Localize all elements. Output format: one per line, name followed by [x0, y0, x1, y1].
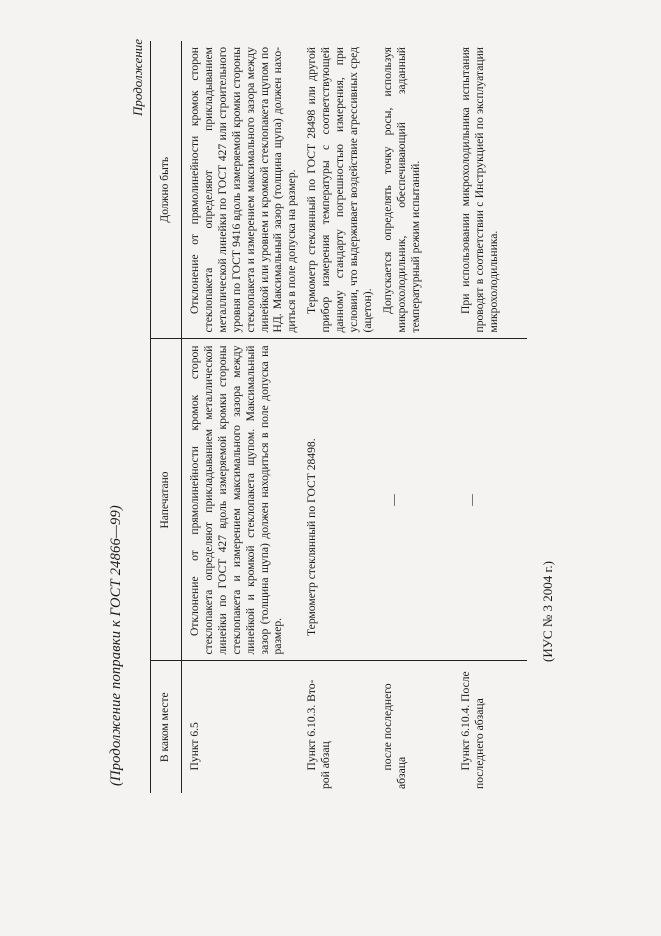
amendments-table: [150, 41, 527, 793]
cell-should-be: Допускается определять точку росы, используя микрохолодильник, обеспечивающий заданный температурный режим испытаний.: [377, 41, 455, 339]
cell-place: Пункт 6.10.4. После последнего абзаца: [459, 671, 487, 789]
cell-should-be: Термометр стеклянный по ГОСТ 28498 или другой прибор измерения температуры с соответствующей данному стандарту погрешностью измерения, при условии, что выдерживает воздействие агрессивных сред (ацетон).: [301, 41, 377, 339]
table-row: [455, 41, 527, 793]
column-header-should-be: Должно быть: [151, 41, 182, 339]
cell-should-be: Отклонение от прямолинейности кромок сторон стеклопакета определяют прикладыванием металлической линейки по ГОСТ 427 или строительного уровня по ГОСТ 9416 вдоль измеряемой кромки стороны стеклопакета и измерением максимального зазора между линейкой или уровнем и кромкой стеклопакета щупом по НД. Максимальный зазор (толщина щупа) должен находиться в поле допуска на размер.: [182, 41, 302, 339]
column-header-place: В каком месте: [151, 661, 182, 793]
column-header-printed: Напечатано: [151, 339, 182, 661]
table-row: [301, 41, 377, 793]
table-row: [377, 41, 455, 793]
cell-place: Пункт 6.10.3. Второй абзац: [305, 679, 333, 789]
cell-printed: —: [455, 339, 527, 661]
cell-printed: —: [377, 339, 455, 661]
cell-printed: Термометр стеклянный по ГОСТ 28498.: [301, 339, 377, 661]
cell-place: Пункт 6.5: [188, 722, 201, 771]
table-row: [182, 41, 302, 793]
footer-note: (ИУС № 3 2004 г.): [540, 561, 555, 662]
table-header-row: [151, 41, 182, 793]
cell-place: после последнего абзаца: [381, 683, 409, 789]
cell-printed: Отклонение от прямолинейности кромок сторон стеклопакета определяют прикладыванием металлической линейки по ГОСТ 427 вдоль измеряемой кромки стороны стеклопакета и измерением максимального зазора между линейкой и кромкой стеклопакета щупом. Максимальный зазор (толщина щупа) должен находиться в поле допуска на размер.: [182, 339, 302, 661]
header-note: (Продолжение поправки к ГОСТ 24866—99): [108, 505, 124, 786]
continued-label: Продолжение: [130, 38, 145, 116]
cell-should-be: При использовании микрохолодильника испытания проводят в соответствии с Инструкцией по эксплуатации микрохолодильника.: [455, 41, 527, 339]
